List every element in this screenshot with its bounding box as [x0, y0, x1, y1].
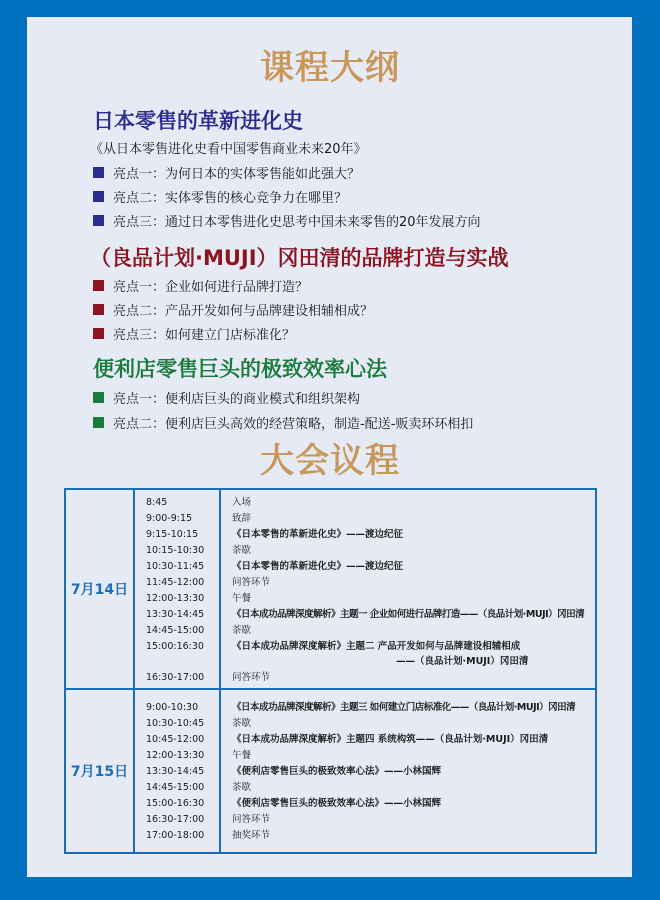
agenda-title: 大会议程	[260, 441, 400, 481]
square-bullet-icon	[93, 304, 104, 315]
highlight-text: 亮点三：通过日本零售进化史思考中国未来零售的20年发展方向	[113, 215, 481, 230]
highlight-text: 亮点二：实体零售的核心竞争力在哪里？	[113, 191, 348, 206]
time-slot: 13:30-14:45	[146, 766, 205, 777]
square-bullet-icon	[93, 328, 104, 339]
time-column	[135, 690, 221, 852]
time-slot: 12:00-13:30	[146, 750, 205, 761]
time-slot: 12:00-13:30	[146, 593, 205, 604]
activity: ——（良品计划·MUJI）冈田清	[396, 656, 529, 667]
highlight-text: 亮点二：产品开发如何与品牌建设相辅相成？	[113, 304, 374, 319]
activity: 问答环节	[232, 814, 271, 825]
activity-column	[221, 490, 595, 688]
time-slot: 17:00-18:00	[146, 830, 205, 841]
outline-title: 课程大纲	[260, 48, 400, 88]
highlight-item	[93, 324, 295, 343]
square-bullet-icon	[93, 280, 104, 291]
time-slot: 9:00-9:15	[146, 513, 193, 524]
time-slot: 10:45-12:00	[146, 734, 205, 745]
time-slot: 14:45-15:00	[146, 625, 205, 636]
section-title-convenience-store: 便利店零售巨头的极致效率心法	[93, 357, 387, 381]
activity: 茶歇	[232, 782, 252, 793]
time-slot: 14:45-15:00	[146, 782, 205, 793]
activity: 《便利店零售巨头的极致效率心法》——小林国辉	[232, 766, 442, 777]
highlight-item	[93, 413, 473, 432]
time-slot: 15:00:16:30	[146, 641, 204, 652]
highlight-text: 亮点一：企业如何进行品牌打造？	[113, 280, 309, 295]
activity: 《日本成功品牌深度解析》主题一 企业如何进行品牌打造——（良品计划·MUJI）冈田清	[232, 609, 585, 620]
activity: 《日本零售的革新进化史》——渡边纪征	[232, 561, 404, 572]
activity: 茶歇	[232, 625, 252, 636]
highlight-item	[93, 187, 347, 206]
time-slot: 8:45	[146, 497, 168, 508]
activity: 午餐	[232, 593, 252, 604]
square-bullet-icon	[93, 417, 104, 428]
activity: 午餐	[232, 750, 252, 761]
time-slot: 10:15-10:30	[146, 545, 205, 556]
highlight-text: 亮点二：便利店巨头高效的经营策略，制造-配送-贩卖环环相扣	[113, 417, 474, 432]
activity: 《日本零售的革新进化史》——渡边纪征	[232, 529, 404, 540]
activity: 问答环节	[232, 577, 271, 588]
activity: 茶歇	[232, 545, 252, 556]
time-slot: 16:30-17:00	[146, 672, 205, 683]
agenda-table	[64, 488, 597, 854]
time-slot: 9:00-10:30	[146, 702, 199, 713]
activity: 《便利店零售巨头的极致效率心法》——小林国辉	[232, 798, 442, 809]
time-slot: 16:30-17:00	[146, 814, 205, 825]
time-slot: 11:45-12:00	[146, 577, 205, 588]
date-cell: 7月14日	[66, 490, 135, 688]
square-bullet-icon	[93, 167, 104, 178]
time-slot: 10:30-11:45	[146, 561, 205, 572]
highlight-text: 亮点三：如何建立门店标准化？	[113, 328, 296, 343]
square-bullet-icon	[93, 191, 104, 202]
highlight-item	[93, 163, 360, 182]
highlight-item	[93, 276, 308, 295]
highlight-text: 亮点一：为何日本的实体零售能如此强大？	[113, 167, 361, 182]
activity: 茶歇	[232, 718, 252, 729]
square-bullet-icon	[93, 215, 104, 226]
agenda-day-2	[66, 690, 595, 852]
square-bullet-icon	[93, 392, 104, 403]
activity-column	[221, 690, 595, 852]
date-cell: 7月15日	[66, 690, 135, 852]
section-subtitle: 《从日本零售进化史看中国零售商业未来20年》	[90, 142, 367, 157]
time-column	[135, 490, 221, 688]
activity: 《日本成功品牌深度解析》主题三 如何建立门店标准化——（良品计划·MUJI）冈田清	[232, 702, 576, 713]
section-title-muji: （良品计划·MUJI）冈田清的品牌打造与实战	[90, 246, 509, 270]
activity: 致辞	[232, 513, 252, 524]
time-slot: 13:30-14:45	[146, 609, 205, 620]
activity: 入场	[232, 497, 252, 508]
activity: 《日本成功品牌深度解析》主题二 产品开发如何与品牌建设相辅相成	[232, 641, 521, 652]
highlight-text: 亮点一：便利店巨头的商业模式和组织架构	[113, 392, 361, 407]
highlight-item	[93, 211, 481, 230]
highlight-item	[93, 388, 360, 407]
highlight-item	[93, 300, 373, 319]
section-title-japan-retail: 日本零售的革新进化史	[93, 109, 303, 133]
agenda-day-1	[66, 490, 595, 690]
activity: 问答环节	[232, 672, 271, 683]
time-slot: 9:15-10:15	[146, 529, 199, 540]
activity: 《日本成功品牌深度解析》主题四 系统构筑——（良品计划·MUJI）冈田清	[232, 734, 549, 745]
time-slot: 15:00-16:30	[146, 798, 205, 809]
time-slot: 10:30-10:45	[146, 718, 205, 729]
activity: 抽奖环节	[232, 830, 271, 841]
